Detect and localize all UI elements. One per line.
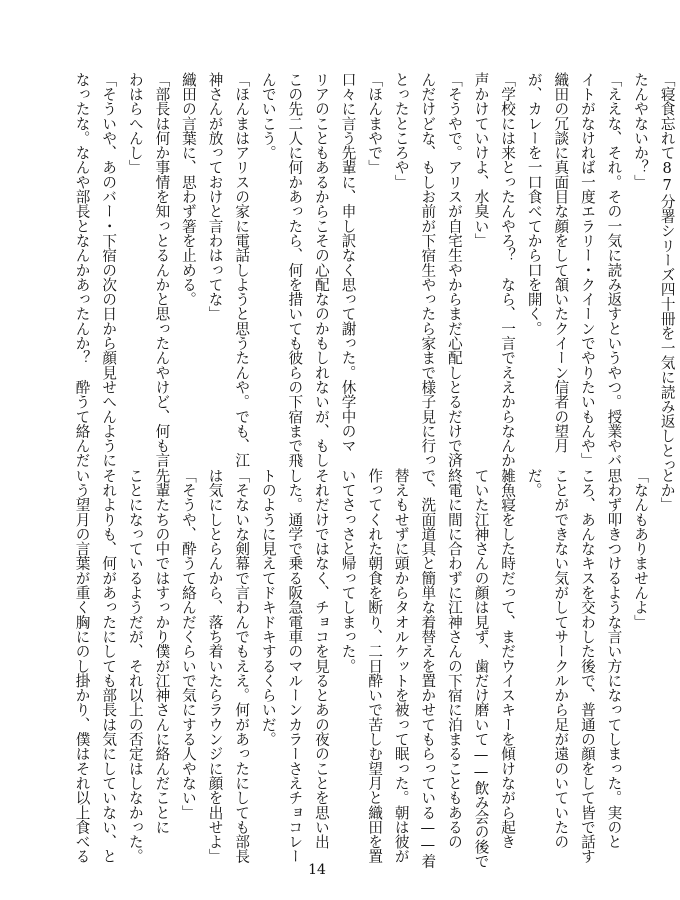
text-line: 声かけていけよ、水臭い」 bbox=[472, 72, 490, 248]
text-line: 「なんもありませんよ」 bbox=[632, 468, 650, 630]
text-line: 作ってくれた朝食を断り、二日酔いで苦しむ望月と織田を置 bbox=[366, 468, 384, 864]
text-line: が、カレーを一口食べてから口を開く。 bbox=[525, 72, 543, 336]
text-line: トのように見えてドキドキするくらいだ。 bbox=[259, 468, 277, 747]
upper-text-block bbox=[68, 72, 680, 473]
text-line: それだけではなく、チョコを見るとあの夜のことを思い出 bbox=[312, 468, 330, 849]
text-line: ことになっているようだが、それ以上の否定はしなかった。 bbox=[126, 468, 144, 864]
text-line: ころ、あんなキスを交わした後で、普通の顔をして皆で話す bbox=[578, 468, 596, 864]
text-line: ことができない気がしてサークルから足が遠のいていたの bbox=[552, 468, 570, 849]
text-line: この先二人に何かあったら、何を措いても彼らの下宿まで飛 bbox=[286, 72, 304, 468]
text-line: ていた江神さんの顔は見ず、歯だけ磨いて——飲み会の後で bbox=[472, 468, 490, 869]
text-line: 「ほんまはアリスの家に電話しようと思うたんや。でも、江 bbox=[233, 72, 251, 468]
lower-text-block bbox=[68, 468, 680, 869]
text-line: たんやないか？」 bbox=[632, 72, 650, 190]
text-line: 口々に言う先輩に、申し訳なく思って謝った。休学中のマ bbox=[339, 72, 357, 453]
text-line: は気にしとらんから、落ち着いたらラウンジに顔を出せよ」 bbox=[206, 468, 224, 864]
page-number: 14 bbox=[308, 862, 326, 878]
text-line: 「寝食忘れて87分署シリーズ四十冊を一気に読み返しとっ bbox=[658, 72, 676, 473]
text-line: それよりも、何があったにしても部長は気にしていない、と bbox=[100, 468, 118, 864]
text-line: んだけどな、もしお前が下宿生やったら家まで様子見に行っ bbox=[419, 72, 437, 468]
text-line: 「そういや、あのバー・下宿の次の日から顔見せへんように bbox=[100, 72, 118, 468]
text-line: 「学校には来とったんやろ？ なら、一言でええからなんか bbox=[499, 72, 517, 468]
text-line: 「ええな、それ。その一気に読み返すというやつ。授業やバ bbox=[605, 72, 623, 468]
text-line: 織田の言葉に、思わず箸を止める。 bbox=[179, 72, 197, 307]
text-line: 先輩たちの中ではすっかり僕が江神さんに絡んだことに bbox=[153, 468, 171, 835]
text-line: 神さんが放っておけと言わはってな」 bbox=[206, 72, 224, 322]
text-line: リアのこともあるからこその心配なのかもしれないが、もし bbox=[312, 72, 330, 468]
text-line: わはらへんし」 bbox=[126, 72, 144, 175]
text-line: 「そないな剣幕で言わんでもええ。何があったにしても部長 bbox=[233, 468, 251, 864]
text-line: 終電に間に合わずに江神さんの下宿に泊まることもあるの bbox=[445, 468, 463, 849]
text-line: いてさっさと帰ってしまった。 bbox=[339, 468, 357, 674]
text-line: で、洗面道具と簡単な着替えを置かせてもらっている——着 bbox=[419, 468, 437, 869]
text-line: 「部長は何か事情を知っとるんかと思ったんやけど、何も言 bbox=[153, 72, 171, 468]
text-line: 「ほんまやで」 bbox=[366, 72, 384, 175]
text-line: なったな。なんや部長となんかあったんか？ 酔うて絡んだ bbox=[73, 72, 91, 468]
text-line: 「そうやで。アリスが自宅生やからまだ心配しとるだけで済 bbox=[445, 72, 463, 468]
text-line: 雑魚寝をした時だって、まだウイスキーを傾けながら起き bbox=[499, 468, 517, 849]
text-line: 替えもせずに頭からタオルケットを被って眠った。朝は彼が bbox=[392, 468, 410, 864]
text-line: とか」 bbox=[658, 468, 676, 512]
text-line: 織田の冗談に真面目な顔をして頷いたクイーン信者の望月 bbox=[552, 72, 570, 453]
text-line: とったところや」 bbox=[392, 72, 410, 190]
text-line: だ。 bbox=[525, 468, 543, 498]
text-line: イトがなければ一度エラリー・クイーンでやりたいもんや」 bbox=[578, 72, 596, 468]
text-line: 思わず叩きつけるような言い方になってしまった。実のと bbox=[605, 468, 623, 849]
text-line: いう望月の言葉が重く胸にのし掛かり、僕はそれ以上食べる bbox=[73, 468, 91, 864]
text-line: 「そうや、酔うて絡んだくらいで気にする人やない」 bbox=[179, 468, 197, 820]
text-line: した。通学で乗る阪急電車のマルーンカラーさえチョコレー bbox=[286, 468, 304, 864]
text-line: んでいこう。 bbox=[259, 72, 277, 160]
